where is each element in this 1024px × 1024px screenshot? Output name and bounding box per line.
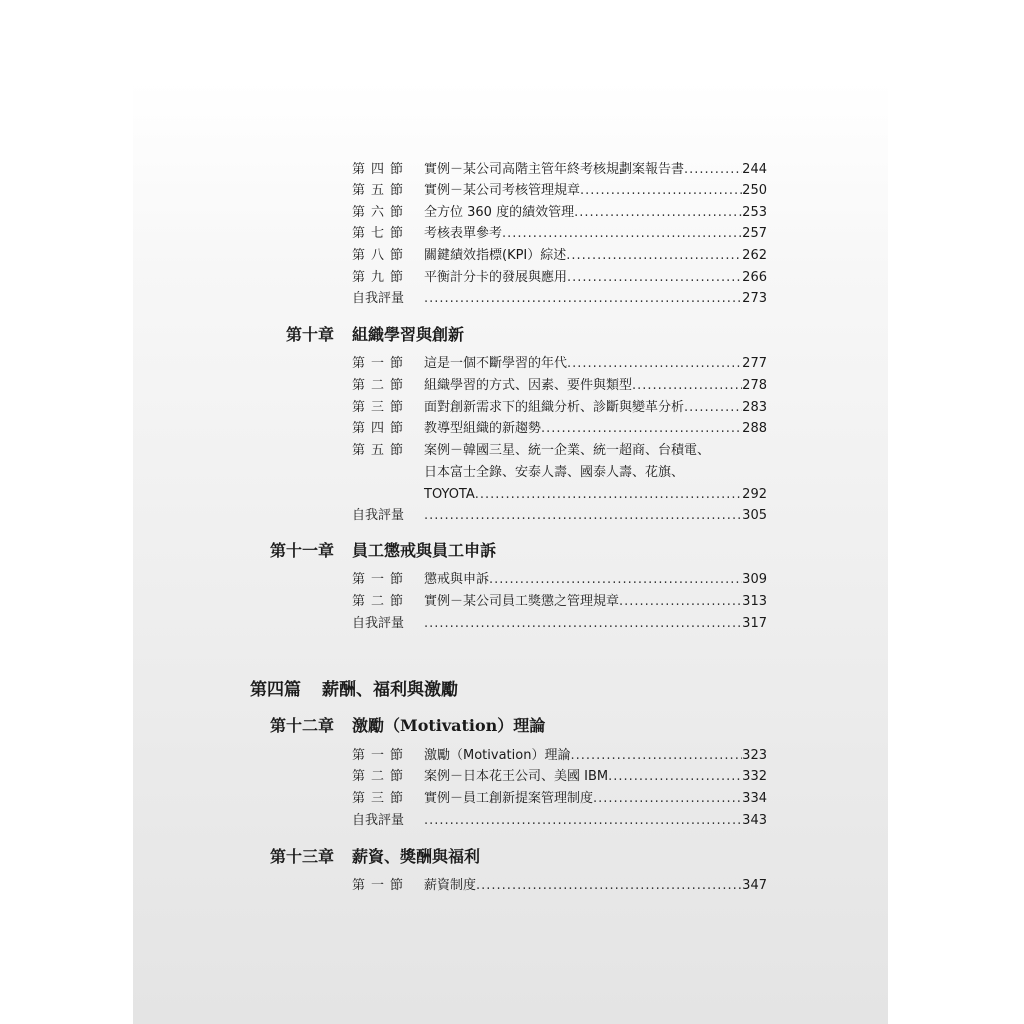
- section-label: 第 八 節: [352, 248, 404, 263]
- page-number: 253: [742, 205, 767, 220]
- page-number: 244: [742, 162, 767, 177]
- section-title: 實例－某公司員工獎懲之管理規章: [424, 594, 620, 609]
- toc-row: [352, 592, 767, 612]
- toc-row: [352, 876, 767, 896]
- dot-leader: [632, 376, 742, 396]
- section-title-line3: TOYOTA: [424, 487, 475, 502]
- page-number: 332: [742, 769, 767, 784]
- toc-row-self-review: [352, 506, 767, 526]
- section-label: 第 二 節: [352, 378, 404, 393]
- toc-row: [352, 354, 767, 374]
- toc-row: [352, 746, 767, 766]
- dot-leader: [502, 224, 742, 244]
- dot-leader: [489, 570, 742, 590]
- page-number: 266: [742, 270, 767, 285]
- dot-leader: [608, 767, 742, 787]
- section-title: 激勵（Motivation）理論: [424, 748, 571, 763]
- section-label: 第 一 節: [352, 878, 404, 893]
- toc-row-multiline: [352, 441, 767, 461]
- page-number: 292: [742, 487, 767, 502]
- dot-leader: [580, 181, 742, 201]
- section-title: 面對創新需求下的組織分析、診斷與變革分析: [424, 400, 685, 415]
- section-title: 教導型組織的新趨勢: [424, 421, 542, 436]
- dot-leader: [684, 398, 742, 418]
- page-number: 250: [742, 183, 767, 198]
- section-title: 懲戒與申訴: [424, 572, 490, 587]
- dot-leader: [424, 614, 742, 634]
- dot-leader: [684, 160, 742, 180]
- chapter-number: 第十一章: [270, 541, 335, 560]
- toc-row: [352, 376, 767, 396]
- toc-row: [352, 224, 767, 244]
- chapter-number: 第十章: [286, 325, 335, 344]
- toc-row: [352, 203, 767, 223]
- section-title: 實例－員工創新提案管理制度: [424, 791, 594, 806]
- toc-row: [352, 246, 767, 266]
- section-title: 案例－日本花王公司、美國 IBM: [424, 769, 609, 784]
- section-label: 第 一 節: [352, 572, 404, 587]
- self-review-label: 自我評量: [352, 508, 405, 523]
- page-number: 309: [742, 572, 767, 587]
- dot-leader: [476, 876, 742, 896]
- section-label: 第 二 節: [352, 769, 404, 784]
- toc-row: [352, 181, 767, 201]
- section-title: 組織學習的方式、因素、要件與類型: [424, 378, 633, 393]
- section-title: 全方位 360 度的績效管理: [424, 205, 575, 220]
- page-number: 334: [742, 791, 767, 806]
- chapter-title: 薪資、獎酬與福利: [352, 847, 481, 866]
- page-number: 257: [742, 226, 767, 241]
- section-title: 實例－某公司考核管理規章: [424, 183, 581, 198]
- section-label: 第 五 節: [352, 183, 404, 198]
- section-title: 考核表單參考: [424, 226, 503, 241]
- page-number: 278: [742, 378, 767, 393]
- section-label: 第 四 節: [352, 162, 404, 177]
- section-title: 關鍵績效指標(KPI）綜述: [424, 248, 567, 263]
- dot-leader: [619, 592, 742, 612]
- dot-leader: [424, 506, 742, 526]
- section-label: 第 一 節: [352, 356, 404, 371]
- page-number: 323: [742, 748, 767, 763]
- page-number: 343: [742, 813, 767, 828]
- dot-leader: [593, 789, 742, 809]
- chapter-title: 組織學習與創新: [352, 325, 465, 344]
- chapter-title: 員工懲戒與員工申訴: [352, 541, 497, 560]
- page-number: 262: [742, 248, 767, 263]
- toc-row: [352, 268, 767, 288]
- toc-row-continuation: [352, 485, 767, 505]
- toc-row: [352, 789, 767, 809]
- dot-leader: [574, 203, 742, 223]
- dot-leader: [475, 485, 742, 505]
- page-number: 313: [742, 594, 767, 609]
- dot-leader: [541, 419, 742, 439]
- dot-leader: [566, 246, 742, 266]
- section-label: 第 五 節: [352, 443, 404, 458]
- dot-leader: [570, 746, 742, 766]
- section-title-line1: 案例－韓國三星、統一企業、統一超商、台積電、: [424, 443, 711, 458]
- section-label: 第 一 節: [352, 748, 404, 763]
- part-title: 薪酬、福利與激勵: [322, 680, 458, 700]
- self-review-label: 自我評量: [352, 291, 405, 306]
- toc-row: [352, 419, 767, 439]
- page-number: 283: [742, 400, 767, 415]
- section-label: 第 二 節: [352, 594, 404, 609]
- dot-leader: [424, 289, 742, 309]
- page-number: 305: [742, 508, 767, 523]
- toc-row: [352, 398, 767, 418]
- section-label: 第 三 節: [352, 400, 404, 415]
- toc-row: [352, 570, 767, 590]
- page-number: 347: [742, 878, 767, 893]
- chapter-number: 第十三章: [270, 847, 335, 866]
- toc-row-self-review: [352, 614, 767, 634]
- toc-row-self-review: [352, 289, 767, 309]
- section-label: 第 三 節: [352, 791, 404, 806]
- page-number: 273: [742, 291, 767, 306]
- section-title-line2: 日本富士全錄、安泰人壽、國泰人壽、花旗、: [424, 465, 685, 480]
- self-review-label: 自我評量: [352, 616, 405, 631]
- page-number: 277: [742, 356, 767, 371]
- chapter-number: 第十二章: [270, 716, 335, 735]
- part-number: 第四篇: [250, 680, 301, 700]
- dot-leader: [424, 811, 742, 831]
- toc-row-self-review: [352, 811, 767, 831]
- self-review-label: 自我評量: [352, 813, 405, 828]
- toc-row: [352, 767, 767, 787]
- section-label: 第 六 節: [352, 205, 404, 220]
- section-label: 第 九 節: [352, 270, 404, 285]
- section-label: 第 四 節: [352, 421, 404, 436]
- toc-row: [352, 160, 767, 180]
- section-title: 平衡計分卡的發展與應用: [424, 270, 568, 285]
- section-title: 薪資制度: [424, 878, 477, 893]
- section-label: 第 七 節: [352, 226, 404, 241]
- section-title: 這是一個不斷學習的年代: [424, 356, 568, 371]
- dot-leader: [567, 268, 742, 288]
- dot-leader: [567, 354, 742, 374]
- section-title: 實例－某公司高階主管年終考核規劃案報告書: [424, 162, 685, 177]
- chapter-title: 激勵（Motivation）理論: [352, 716, 546, 735]
- page-number: 317: [742, 616, 767, 631]
- page-number: 288: [742, 421, 767, 436]
